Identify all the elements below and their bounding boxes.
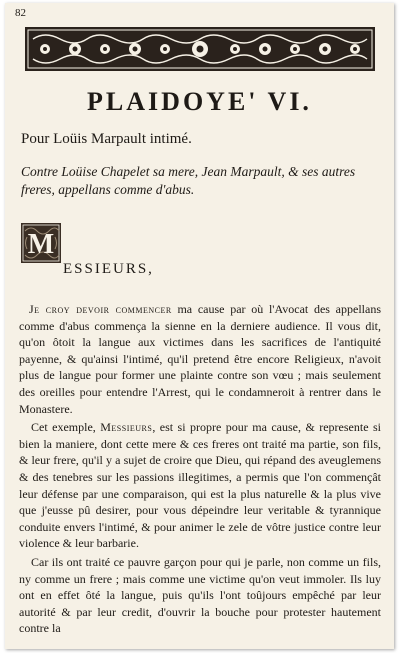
paragraph-1-text: ma cause par où l'Avocat des appellans comme d'abus commença la sienne en la derniere audience. Il vous dit, qu'on ôtoit la langue aux victimes dans les sacrifices de l'antiquité payenne, & qu'ainsi l'intimé, qu'il pretend être encore Religieux, n'avoit plus de langue pour former une plainte contre son vœu ; mais seulement des oreilles pour entendre l'Arrest, qui le condamneroit à rentrer dans le Monastere. [19,302,381,416]
body-text [19,301,381,639]
page-title: PLAIDOYE' VI. [87,87,312,116]
salutation: ESSIEURS, [63,261,154,277]
page-number: 82 [15,7,26,19]
paragraph-2-text: , est si propre pour ma cause, & represente si bien la maniere, dont cette mere & ces freres ont traité ma partie, son fils, & leur frere, qu'il y a sujet de croire que Dieu, qui répand des aveuglemens & des tenebres sur les passions illegitimes, a permis que l'on commençât leur défense par une comparaison, qui est la plus naturelle & la plus vive que j'eusse pû desirer, pour vous dépeindre leur veritable & tyrannique conduite envers l'intimé, & pour animer le zele de vôtre justice contre leur violence & leur barbarie. [19,420,381,551]
book-page [5,3,394,649]
paragraph-2-pre: Cet exemple, [31,420,101,435]
dropcap-letter: M [27,229,55,260]
paragraph-3-text: Car ils ont traité ce pauvre garçon pour qui je parle, non comme un fils, ny comme un frere ; mais comme une victime qu'on veut immoler. Ils luy ont en effet ôté la langue, puis qu'ils l'ont toûjours empêché par leur autorité & par leur credit, d'ouvrir la bouche pour protester hautement contre la [19,554,381,636]
paragraph-3 [19,554,381,637]
headpiece-ornament-icon [25,27,375,71]
paragraph-2 [19,419,381,552]
subtitle: Pour Loüis Marpault intimé. [21,131,192,147]
paragraph-1-lead: Je croy devoir commencer [29,302,172,316]
parties-heading: Contre Loüise Chapelet sa mere, Jean Marpault, & ses autres freres, appellans comme d'abus. [21,164,356,197]
paragraph-2-lead: Messieurs [100,420,153,435]
paragraph-1 [19,301,381,417]
dropcap-ornament-icon [21,223,61,263]
